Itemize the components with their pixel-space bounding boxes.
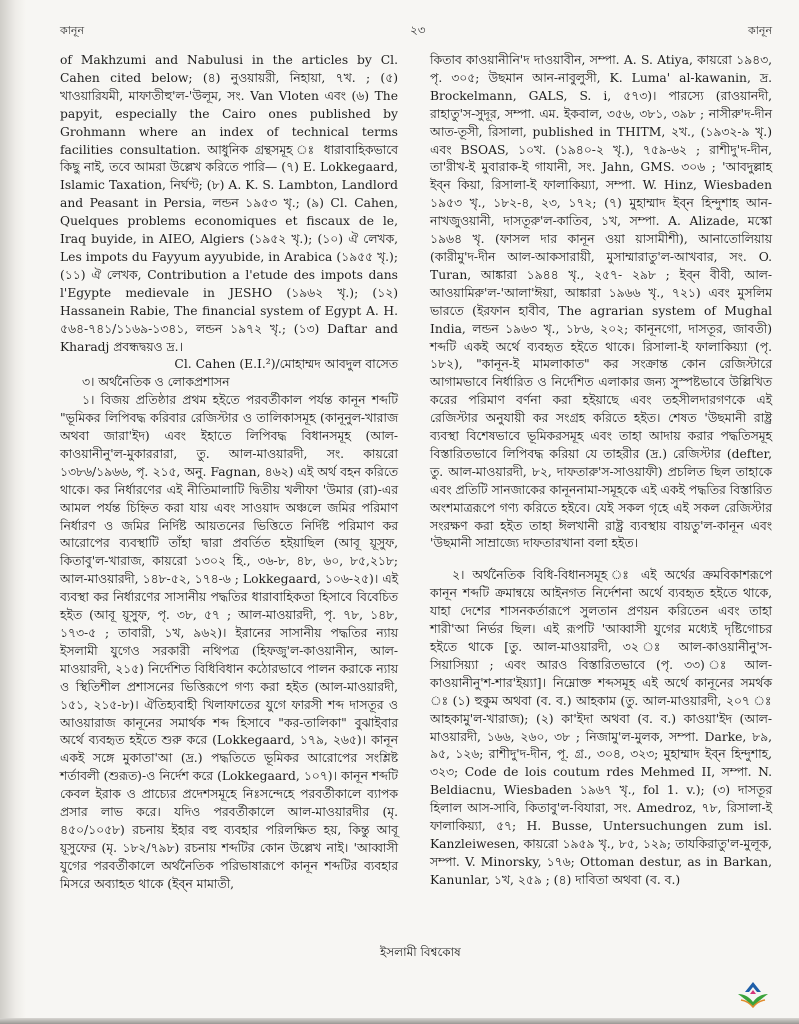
running-head-right: কানূন <box>748 24 773 37</box>
left-column <box>60 52 398 894</box>
page-binding-shadow <box>0 0 26 1024</box>
logo-center <box>750 990 756 994</box>
paragraph: ১। বিজয় প্রতিষ্ঠার প্রথম হইতে পরবর্তীকাল পর্যন্ত কানূন শব্দটি "ভূমিকর লিপিবদ্ধ করিবার রেজিস্টার ও তালিকাসমূহ (কানূনুল-খারাজ অথবা জারা'ইদ) এবং ইহাতে লিপিবদ্ধ বিধানসমূহ (আল-কাওয়ানীনু'ল-মুকাররারা, তু. আল-মাওয়ারদী, সং. কায়রো ১৩৮৬/১৯৬৬, পৃ. ২১৫, অনু. Fagnan, ৪৬২) এই অর্থ বহন করিতে থাকে। কর নির্ধারণের এই নীতিমালাটি দ্বিতীয় খলীফা 'উমার (রা)-এর আমল পর্যন্ত চিহ্নিত করা যায় এবং সাওয়াদ অঞ্চলে জমির পরিমাণ নির্ধারণ ও জমির নির্দিষ্ট আয়তনের ভিত্তিতে নির্দিষ্ট পরিমাণ কর আরোপের ব্যবস্থাটি তাঁহা দ্বারা প্রবর্তিত হইয়াছিল (আবূ য়ূসুফ, কিতাবু'ল-খারাজ, কায়রো ১৩০২ হি., ৩৬-৮, ৪৮, ৬০, ৮৫,২১৮; আল-মাওয়ারদী, ১৪৮-৫২, ১৭৪-৬ ; Lokkegaard, ১০৬-২৫)। এই ব্যবস্থা কর নির্ধারণের সাসানীয় পদ্ধতির ধারাবাহিকতা হিসাবে বিবেচিত হইত (আবূ য়ূসুফ, পৃ. ৩৮, ৫৭ ; আল-মাওয়ারদী, পৃ. ৭৮, ১৪৮, ১৭৩-৫ ; তাবারী, ১খ, ৯৬২)। ইরানের সাসানীয় পদ্ধতির ন্যায় ইসলামী যুগেও সরকারী নথিপত্র (হিফজু'ল-কাওয়ানীন, আল-মাওয়ারদী, ২১৫) নির্দেশিত বিধিবিধান কঠোরভাবে পালন করাকে ন্যায় ও স্থিতিশীল প্রশাসনের ভিত্তিরূপে গণ্য করা হইত (আল-মাওয়ারদী, ১৫১, ২১৫-৮)। ঐতিহ্যবাহী খিলাফাতের যুগে ফারসী শব্দ দাসতূর ও আওয়ারাজ কানূনের সমার্থক শব্দ হিসাবে "কর-তালিকা" বুঝাইবার অর্থে ব্যবহৃত হইতে শুরু করে (Lokkegaard, ১৭৯, ২৬৫)। কানূন একই সঙ্গে মুকাতা'আ (দ্র.) পদ্ধতিতে ভূমিকর আরোপের সংশ্লিষ্ট শর্তাবলী (শুরূত)-ও নির্দেশ করে (Lokkegaard, ১০৭)। কানূন শব্দটি কেবল ইরাক ও প্রাচ্যের প্রদেশসমূহে নিঃসন্দেহে পরবর্তীকালে ব্যাপক প্রসার লাভ করে। যদিও পরবর্তীকালে আল-মাওয়ারদীর (মৃ. ৪৫০/১০৫৮) রচনায় ইহার বহু ব্যবহার পরিলক্ষিত হয়, কিন্তু আবূ য়ূসুফের (মৃ. ১৮২/৭৯৮) রচনায় শব্দটির কোন উল্লেখ নাই। 'আব্বাসী যুগের পরবর্তীকালে অর্থনৈতিক পরিভাষারূপে কানূন শব্দটির ব্যবহার মিসরে অব্যাহত থাকে (ইব্ন মামাতী, <box>60 393 398 891</box>
page-number: ২৩ <box>410 23 426 37</box>
publisher-logo-icon <box>735 980 771 1010</box>
paragraph: ২। অর্থনৈতিক বিধি-বিধানসমূহ ঃ এই অর্থের ক্রমবিকাশরূপে কানূন শব্দটি ক্রমান্বয়ে আইনগত নির্দেশনা অর্থে ব্যবহৃত হইতে থাকে, যাহা দেশের শাসনকর্তারূপে সুলতান প্রণয়ন করিতেন এবং তাহা শারী'আ নির্ভর ছিল। এই রূপটি 'আব্বাসী যুগের মধ্যেই দৃষ্টিগোচর হইতে থাকে [তু. আল-মাওয়ারদী, ৩২ ঃ আল-কাওয়ানীনু'স-সিয়াসিয়্যা ; এবং আরও বিস্তারিতভাবে (পৃ. ৩৩) ঃ আল-কাওয়ানীনু'শ-শার'ইয়্যা]। নিম্নোক্ত শব্দসমূহ এই অর্থে কানূনের সমর্থক ঃ (১) হুকুম অথবা (ব. ব.) আহকাম (তু. আল-মাওয়ারদী, ২০৭ ঃ আহকামু'ল-খারাজ); (২) কা'ইদা অথবা (ব. ব.) কাওয়া'ইদ (আল-মাওয়ারদী, ১৬৬, ২৬০, ৩৮ ; নিজামু'ল-মুলক, সম্পা. Darke, ৮৯, ৯৫, ১২৬; রাশীদু'দ-দীন, পূ. গ্র., ৩০৪, ৩২৩; মুহাম্মাদ ইব্ন হিন্দুশাহ, ৩২৩; Code de lois coutum rdes Mehmed II, সম্পা. N. Beldiacnu, Wiesbaden ১৯৬৭ খৃ., fol 1. v.); (৩) দাসতূর হিলাল আস-সাবি, কিতাবু'ল-বিযারা, সং. Amedroz, ৭৮, রিসালা-ই ফালাকিয়্যা, ৫৭; H. Busse, Untersuchungen zum isl. Kanzleiwesen, কায়রো ১৯৫৯ খৃ., ৮৫, ১২৯; তাযকিরাতু'ল-মুলূক, সম্পা. V. Minorsky, ১৭৬; Ottoman destur, as in Barkan, Kanunlar, ১খ, ২৫৯ ; (৪) দাবিতা অথবা (ব. ব.) <box>430 568 772 887</box>
footer-title: ইসলামী বিশ্বকোষ <box>380 945 461 959</box>
paragraph: কিতাব কাওয়ানীনি'দ দাওয়াবীন, সম্পা. A. S. Atiya, কায়রো ১৯৪৩, পৃ. ৩০৫; উছমান আন-নাবুলুসী, K. Luma' al-kawanin, দ্র. Brockelmann, GALS, S. i, ৫৭৩)। পারস্যে (রাওয়ানদী, রাহাতু'স-সুদূর, সম্পা. এম. ইকবাল, ৩৫৬, ৩৮১, ৩৯৮ ; নাসীরু'দ-দীন আত-তূসী, রিসালা, published in THITM, ২খ., (১৯৩২-৯ খৃ.) এবং BSOAS, ১০খ. (১৯৪০-২ খৃ.), ৭৫৯-৬২ ; রাশীদু'দ-দীন, তা'রীখ-ই মুবারাক-ই গাযানী, সং. Jahn, GMS. ৩০৬ ; 'আবদুল্লাহ ইব্ন কিয়া, রিসালা-ই ফালাকিয়্যা, সম্পা. W. Hinz, Wiesbaden ১৯৫৩ খৃ., ১৮২-৪, ২৩, ১৭২; (৭) মুহাম্মাদ ইব্ন হিন্দুশাহ আন-নাখজুওয়ানী, দাসতূরু'ল-কাতিব, ১খ, সম্পা. A. Alizade, মস্কো ১৯৬৪ খৃ. (ফাসল দার কানূন ওয়া য়াসামীশী), আনাতোলিয়ায় (কারীমু'দ-দীন আল-আকসারায়ী, মুসাম্মারাতু'ল-আখবার, সং. O. Turan, আঙ্কারা ১৯৪৪ খৃ., ২৫৭- ২৯৮ ; ইব্ন বীবী, আল-আওয়ামিরু'ল-'আলা'ঈয়া, আঙ্কারা ১৯৬৬ খৃ., ৭২১) এবং মুসলিম ভারতে (ইরফান হাবীব, The agrarian system of Mughal India, লন্ডন ১৯৬৩ খৃ., ১৮৬, ২০২; কানূনগো, দাসতূর, জাবতী) শব্দটি একই অর্থে ব্যবহৃত হইতে থাকে। রিসালা-ই ফালাকিয়্যা (পৃ. ১৮২), "কানূন-ই মামলাকাত" কর সংক্রান্ত কোন রেজিস্টারে আগামভাবে নির্ধারিত ও নির্দেশিত এলাকার জন্য সুস্পষ্টভাবে উল্লিখিত করের পরিমাণ বর্ণনা করা হইয়াছে এবং তহসীলদারগণকে এই রেজিস্টার অনুযায়ী কর সংগ্রহ করিতে হইত। শেষত 'উছমানী রাষ্ট্র ব্যবস্থা বিশেষভাবে ভূমিকরসমূহ এবং তাহা আদায় করার পদ্ধতিসমূহ বিস্তারিতভাবে লিপিবদ্ধ করিয়া যে তাহরীর (দ্র.) রেজিস্টার (defter, তু. আল-মাওয়ারদী, ৮২, দাফতারু'স-সাওয়াফী) প্রচলিত ছিল তাহাকে এবং প্রতিটি সানজাকের কানূননামা-সমূহকে এই একই পদ্ধতির বিস্তারিত অংশমাত্ররূপে গণ্য করিতে হইবে। যেই সকল গৃহে এই সকল রেজিস্টার সংরক্ষণ করা হইত তাহা ঈলখানী রাষ্ট্র ব্যবস্থায় বায়তু'ল-কানূন এবং 'উছমানী সাম্রাজ্যে দাফতারখানা বলা হইত। <box>430 53 772 551</box>
author-signature: Cl. Cahen (E.I.²)/মোহাম্মদ আবদুল বাসেত <box>174 357 398 372</box>
bibliography-continued: of Makhzumi and Nabulusi in the articles by Cl. Cahen cited below; (৪) নুওয়ায়রী, নিহায়া, ৭খ. ; (৫) খাওয়ারিযমী, মাফাতীহু'ল-'উলূম, সং. Van Vloten এবং (৬) The papyit, especially the Cairo ones published by Grohmann where an index of technical terms facilities consultation. আধুনিক গ্রন্থসমূহ ঃ ধারাবাহিকভাবে কিছু নাই, তবে আমরা উল্লেখ করিতে পারি— (৭) E. Lokkegaard, Islamic Taxation, নির্ঘণ্ট; (৮) A. K. S. Lambton, Landlord and Peasant in Persia, লন্ডন ১৯৫৩ খৃ.; (৯) Cl. Cahen, Quelques problems economiques et fiscaux de le, Iraq buyide, in AIEO, Algiers (১৯৫২ খৃ.); (১০) ঐ লেখক, Les impots du Fayyum ayyubide, in Arabica (১৯৫৫ খৃ.); (১১) ঐ লেখক, Contribution a l'etude des impots dans l'Egypte medievale in JESHO (১৯৬২ খৃ.); (১২) Hassanein Rabie, The financial system of Egypt A. H. ৫৬৪-৭৪১/১১৬৯-১৩৪১, লন্ডন ১৯৭২ খৃ.; (১৩) Daftar and Kharadj প্রবন্ধদ্বয়ও দ্র.। <box>60 53 398 354</box>
paragraph-gap <box>430 553 772 567</box>
section-heading: ৩। অর্থনৈতিক ও লোকপ্রশাসন <box>82 375 230 390</box>
page-bottom-edge <box>0 1018 799 1024</box>
right-column <box>430 52 772 890</box>
running-head-left: কানূন <box>60 24 85 37</box>
